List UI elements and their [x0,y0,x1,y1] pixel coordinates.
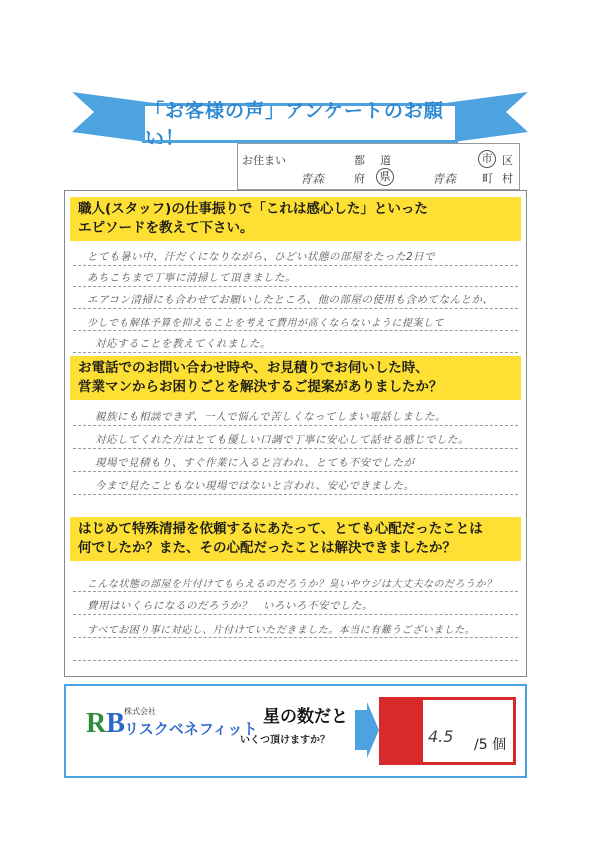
question-3-line2: 何でしたか？また、その心配だったことは解決できましたか？ [78,540,456,556]
city-label-cho: 町 [482,172,493,185]
star-rating-title: 星の数だと [263,707,348,727]
company-prefix: 株式会社 [124,707,156,716]
answer-line [73,425,518,426]
city-label-ku: 区 [502,154,513,167]
answer-2-line: 現場で見積もり、すぐ作業に入ると言われ、とても不安でしたが [95,457,415,469]
answer-2-line: 今まで見たこともない現場ではないと言われ、安心できました。 [95,480,415,492]
answer-1-line: 対応することを教えてくれました。 [95,338,271,350]
answer-3-line: こんな状態の部屋を片付けてもらえるのだろうか？臭いやウジは大丈夫なのだろうか？ [87,579,497,590]
answer-1-line: 少しでも解体予算を抑えることを考えて費用が高くならないように提案して [87,318,444,329]
question-2-box [70,356,521,400]
answer-line [73,614,518,615]
answer-3-line: すべてお困り事に対応し、片付けていただきました。本当に有難うございました。 [87,625,476,636]
answer-line [73,471,518,472]
arrow-right-icon [355,702,379,758]
answer-line [73,265,518,266]
question-1-box [70,197,521,241]
star-rating-subtitle: いくつ頂けますか？ [240,735,330,746]
logo-letter-b: B [106,708,125,739]
pref-label-fu: 府 [354,172,365,185]
answer-1-line: とても暑い中、汗だくになりながら、ひどい状態の部屋をたった2日で [87,251,436,263]
answer-1-line: エアコン清掃にも合わせてお願いしたところ、他の部屋の使用も含めてなんとか、 [87,294,494,306]
answer-2-line: 親族にも相談できず、一人で悩んで苦しくなってしまい電話しました。 [95,411,447,423]
pref-label-ken-circled: 県 [376,168,394,186]
company-name: リスクベネフィット [124,720,258,738]
logo-letter-r: R [86,708,107,739]
address-label: お住まい [242,154,286,167]
answer-3-line: 費用はいくらになるのだろうか？ いろいろ不安でした。 [87,600,373,612]
pref-label-do: 道 [380,154,391,167]
answer-line [73,660,518,661]
prefecture-handwritten: 青森 [300,172,325,186]
city-label-shi-circled: 市 [478,150,496,168]
answer-line [73,494,518,495]
answer-line [73,352,518,353]
answer-line [73,330,518,331]
question-1-line2: エピソードを教えて下さい。 [78,220,254,236]
banner-title-box [142,100,458,149]
answer-1-line: あちこちまで丁寧に清掃して頂きました。 [87,272,296,284]
city-label-son: 村 [502,172,513,185]
answer-line [73,448,518,449]
answer-line [73,637,518,638]
rating-suffix: /5 個 [474,737,507,753]
question-2-line1: お電話でのお問い合わせ時や、お見積りでお伺いした時、 [78,360,429,376]
question-3-line1: はじめて特殊清掃を依頼するにあたって、とても心配だったことは [78,521,483,537]
answer-line [73,591,518,592]
answer-line [73,286,518,287]
rating-value-handwritten: 4.5 [428,727,454,746]
company-logo [86,708,125,740]
city-handwritten: 青森 [432,172,457,186]
question-2-line2: 営業マンからお困りごとを解決するご提案がありましたか？ [78,379,443,395]
pref-label-to: 都 [354,154,365,167]
answer-line [73,308,518,309]
question-1-line1: 職人(スタッフ)の仕事振りで「これは感心した」といった [78,201,428,217]
question-3-box [70,517,521,561]
answer-2-line: 対応してくれた方はとても優しい口調で丁寧に安心して話せる感じでした。 [95,434,469,446]
survey-panel [64,190,527,677]
banner-title: 「お客様の声」アンケートのお願い！ [145,100,444,149]
